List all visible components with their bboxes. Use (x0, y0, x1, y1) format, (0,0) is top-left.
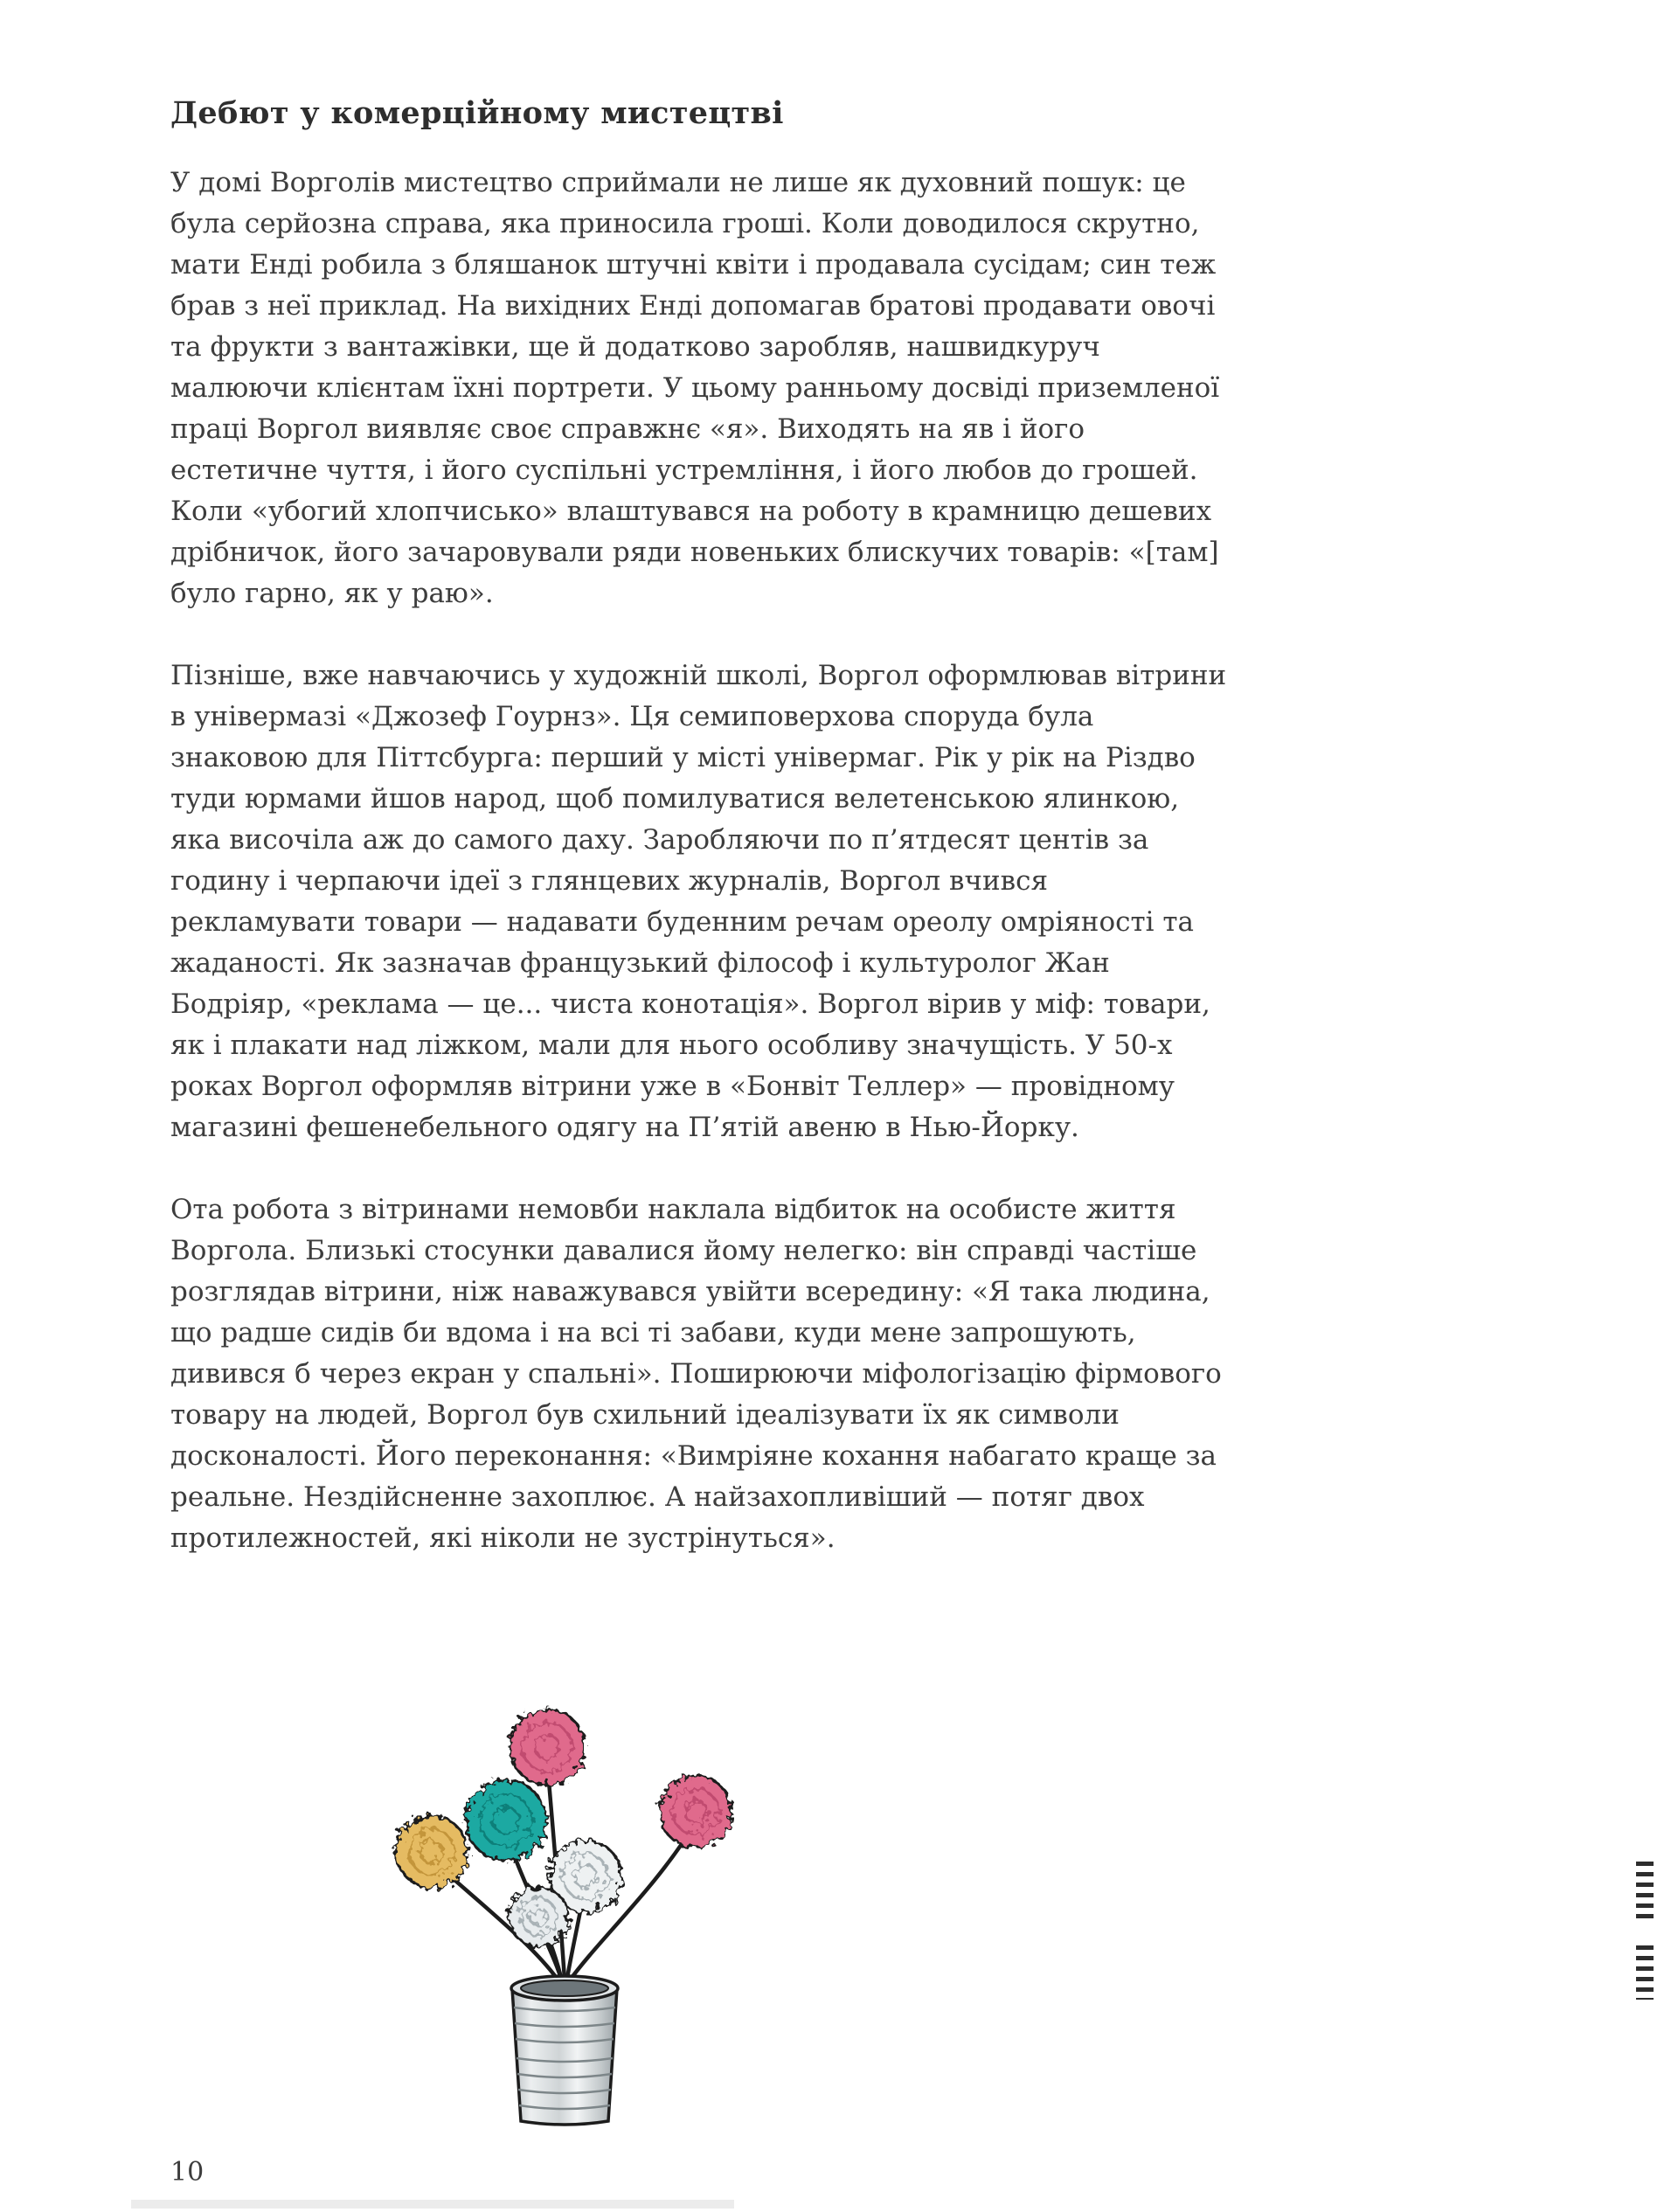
tin-can (511, 1976, 618, 2125)
pink-flower-top (510, 1709, 585, 1785)
teal-flower (466, 1780, 546, 1861)
white-flower-lower (509, 1887, 568, 1946)
paragraph-1: У домі Ворголів мистецтво сприймали не лише як духовний пошук: це була серйозна справа, яка приносила гроші. Коли доводилося скрутно, мати Енді робила з бляшанок штучні квіти і продавала сусідам; син теж брав з неї приклад. На вихідних Енді допомагав братові продавати овочі та фрукти з вантажівки, ще й додатково заробляв, нашвидкуруч малюючи клієнтам їхні портрети. У цьому ранньому досвіді приземленої праці Воргол виявляє своє справжнє «я». Виходять на яв і його естетичне чуття, і його суспільні устремління, і його любов до грошей. Коли «убогий хлопчисько» влаштувався на роботу в крамницю дешевих дрібничок, його зачаровували ряди новеньких блискучих товарів: «[там] було гарно, як у раю». (170, 166, 1220, 609)
flowers-in-tin-can-illustration (376, 1682, 787, 2137)
yellow-flower (396, 1816, 468, 1888)
page-number: 10 (170, 2157, 205, 2188)
page-edge-artifact (131, 2200, 734, 2209)
paragraph-2: Пізніше, вже навчаючись у художній школі, Воргол оформлював вітрини в універмазі «Джозеф Гоурнз». Ця семиповерхова споруда була знаковою для Піттсбурга: перший у місті універмаг. Рік у рік на Різдво туди юрмами йшов народ, щоб помилуватися велетенською ялинкою, яка височіла аж до самого даху. Заробляючи по п’ятдесят центів за годину і черпаючи ідеї з глянцевих журналів, Воргол вчився рекламувати товари — надавати буденним речам ореолу омріяності та жаданості. Як зазначав французький філософ і культуролог Жан Бодріяр, «реклама — це... чиста конотація». Воргол вірив у міф: товари, як і плакати над ліжком, мали для нього особливу значущість. У 50-х роках Воргол оформляв вітрини уже в «Бонвіт Теллер» — провідному магазині фешенебельного одягу на П’ятій авеню в Нью-Йорку. (170, 659, 1227, 1143)
text-column (170, 94, 1228, 1600)
pink-flower-right (660, 1776, 732, 1848)
printers-color-bars-gap (1636, 1919, 1654, 1942)
paragraph-3: Ота робота з вітринами немовби наклала відбиток на особисте життя Воргола. Близькі стосунки давалися йому нелегко: він справді частіше розглядав вітрини, ніж наважувався увійти всередину: «Я така людина, що радше сидів би вдома і на всі ті забави, куди мене запрошують, дивився б через екран у спальні». Поширюючи міфологізацію фірмового товару на людей, Воргол був схильний ідеалізувати їх як символи досконалості. Його переконання: «Вимріяне кохання набагато краще за реальне. Нездійсненне захоплює. А найзахопливіший — потяг двох протилежностей, які ніколи не зустрінуться». (170, 1193, 1222, 1554)
flowers-in-tin-can-svg (376, 1682, 787, 2137)
section-heading: Дебют у комерційному мистецтві (170, 95, 784, 131)
